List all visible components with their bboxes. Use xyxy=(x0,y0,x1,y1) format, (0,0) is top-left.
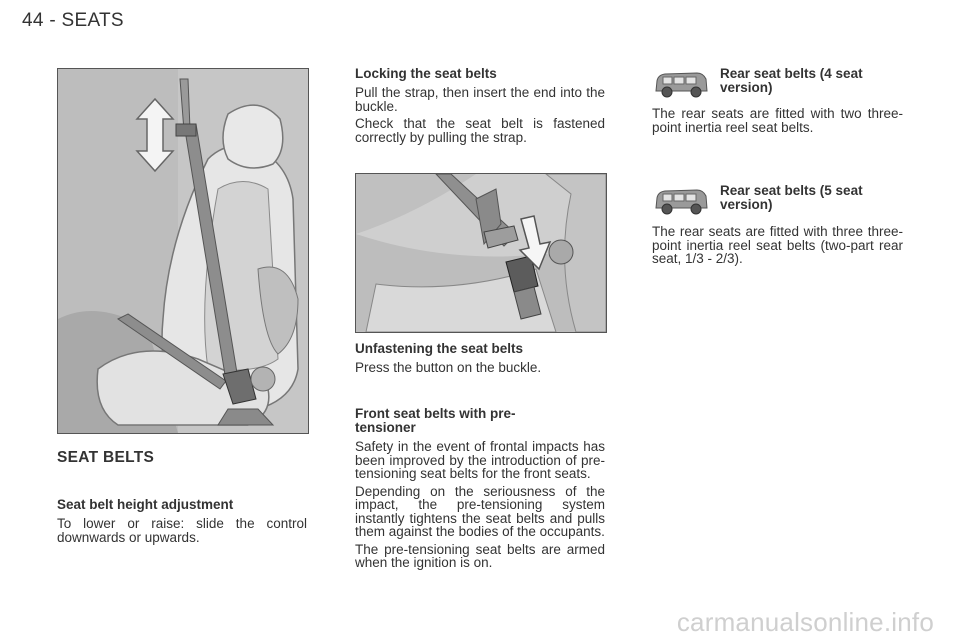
locking-heading: Locking the seat belts xyxy=(355,66,497,81)
pretensioner-text-1: Safety in the event of frontal impacts has been improved by the introduction of pre-tensioning seat belts for the front seats. xyxy=(355,439,605,481)
height-adjust-text: To lower or raise: slide the control downwards or upwards. xyxy=(57,516,307,545)
rear4-heading: Rear seat belts (4 seat version) xyxy=(720,66,863,95)
locking-text-1: Pull the strap, then insert the end into the buckle. xyxy=(355,85,605,114)
rear5-block xyxy=(720,184,900,212)
pretensioner-block xyxy=(355,407,605,570)
buckle-figure xyxy=(355,173,607,333)
car-side-icon xyxy=(653,186,709,223)
rear4-text: The rear seats are fitted with two three-point inertia reel seat belts. xyxy=(652,106,903,135)
height-adjust-block xyxy=(57,498,307,544)
pretensioner-heading: Front seat belts with pre-tensioner xyxy=(355,406,516,435)
unfastening-heading: Unfastening the seat belts xyxy=(355,341,524,356)
locking-block xyxy=(355,67,605,144)
unfastening-text: Press the button on the buckle. xyxy=(355,360,542,375)
rear5-text: The rear seats are fitted with three three-point inertia reel seat belts (two-part rear seat, 1/3 - 2/3). xyxy=(652,224,903,266)
locking-text-2: Check that the seat belt is fastened correctly by pulling the strap. xyxy=(355,116,605,145)
rear4-block xyxy=(720,67,900,95)
unfastening-block xyxy=(355,342,605,375)
page-header: 44 - SEATS xyxy=(22,10,124,31)
rear5-heading: Rear seat belts (5 seat version) xyxy=(720,183,863,212)
seat-belt-figure xyxy=(57,68,309,434)
section-title: SEAT BELTS xyxy=(57,449,155,466)
car-side-icon xyxy=(653,69,709,106)
watermark: carmanualsonline.info xyxy=(676,607,934,637)
height-adjust-heading: Seat belt height adjustment xyxy=(57,497,234,512)
pretensioner-text-3: The pre-tensioning seat belts are armed when the ignition is on. xyxy=(355,541,605,570)
pretensioner-text-2: Depending on the seriousness of the impact, the pre-tensioning system instantly tightens the seat belts and pulls them against the bodies of the occupants. xyxy=(355,483,605,539)
